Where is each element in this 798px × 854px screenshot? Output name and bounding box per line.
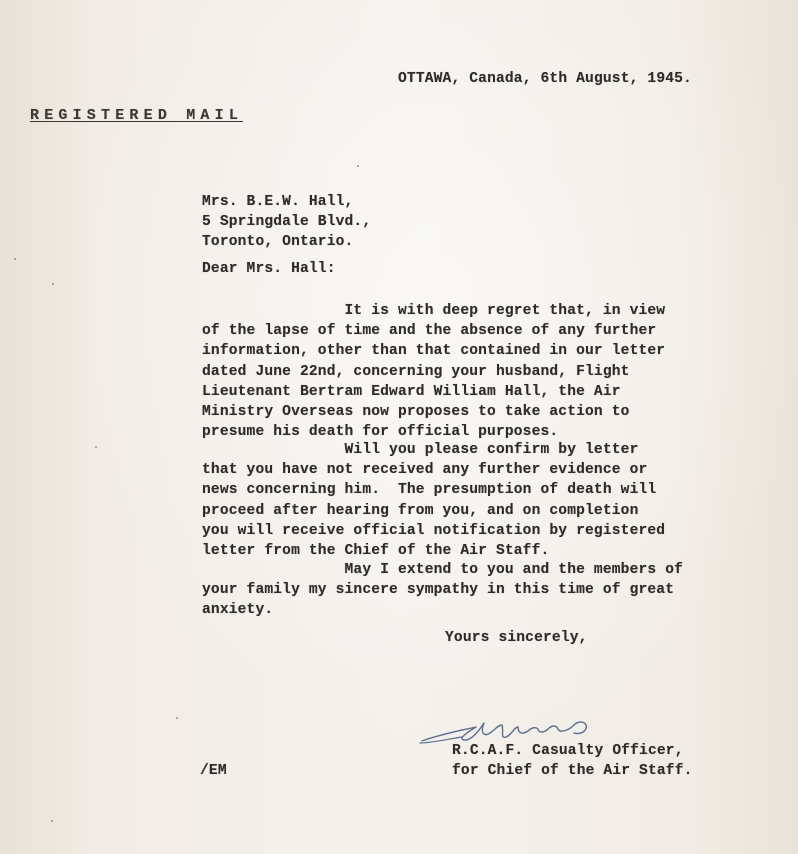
paragraph-line: your family my sincere sympathy in this time of great: [202, 582, 675, 599]
paragraph-line: Lieutenant Bertram Edward William Hall, the Air: [202, 383, 621, 400]
recipient-address: [202, 192, 371, 253]
registered-mail-heading: REGISTERED MAIL: [30, 107, 244, 124]
body-paragraph-1: [202, 301, 665, 442]
salutation: Dear Mrs. Hall:: [202, 261, 336, 277]
paragraph-line: proceed after hearing from you, and on completion: [202, 502, 639, 519]
closing: Yours sincerely,: [445, 630, 588, 646]
paragraph-line: anxiety.: [202, 602, 274, 619]
signature-line-1: R.C.A.F. Casualty Officer,: [452, 743, 684, 759]
paragraph-line: Ministry Overseas now proposes to take action to: [202, 404, 630, 421]
body-paragraph-2: [202, 440, 665, 561]
paper-speck: [176, 717, 178, 719]
paragraph-line: you will receive official notification by registered: [202, 522, 666, 539]
paragraph-line: dated June 22nd, concerning your husband, Flight: [202, 363, 630, 380]
paper-speck: [357, 165, 359, 167]
recipient-street: 5 Springdale Blvd.,: [202, 214, 372, 231]
paper-speck: [14, 258, 16, 260]
paragraph-line: Will you please confirm by letter: [202, 442, 639, 458]
date-line: OTTAWA, Canada, 6th August, 1945.: [398, 71, 692, 87]
recipient-city: Toronto, Ontario.: [202, 234, 354, 251]
typist-initials: /EM: [200, 763, 227, 779]
paragraph-line: presume his death for official purposes.: [202, 424, 559, 441]
paper-speck: [95, 446, 97, 448]
paper-speck: [52, 283, 54, 285]
paragraph-line: May I extend to you and the members of: [202, 562, 684, 578]
paragraph-line: of the lapse of time and the absence of any further: [202, 323, 657, 340]
paper-speck: [51, 820, 53, 822]
signature-title: [452, 741, 693, 781]
paragraph-line: letter from the Chief of the Air Staff.: [202, 543, 550, 560]
signature-line-2: for Chief of the Air Staff.: [452, 763, 693, 780]
paragraph-line: that you have not received any further evidence or: [202, 462, 648, 479]
body-paragraph-3: [202, 560, 683, 621]
paragraph-line: It is with deep regret that, in view: [202, 303, 666, 319]
paragraph-line: information, other than that contained in our letter: [202, 343, 666, 360]
recipient-name: Mrs. B.E.W. Hall,: [202, 194, 354, 210]
paragraph-line: news concerning him. The presumption of death will: [202, 482, 657, 499]
